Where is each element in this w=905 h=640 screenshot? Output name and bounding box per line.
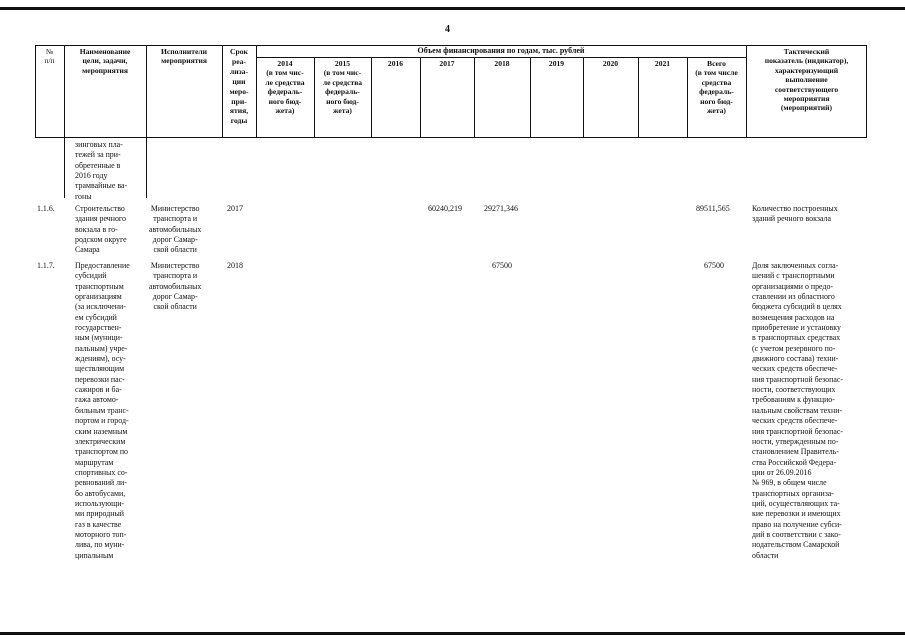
bottom-rule bbox=[0, 632, 905, 635]
header-2020: 2020 bbox=[602, 59, 619, 68]
header-2016: 2016 bbox=[387, 59, 404, 68]
top-rule bbox=[0, 7, 905, 10]
header-indicator: Тактический показатель (индикатор), характеризующий выполнение соответствующего мероприятия (мероприятий) bbox=[764, 47, 849, 113]
row-num: 1.1.6. bbox=[37, 204, 55, 213]
row-name: Предоставление субсидий транспортным организациям (за исключени- ем субсидий государствен- ным (муници- пальным) учре- ждениям), осу- ществляющим перевозки пас- сажиров и ба- гажа автомо- бильным транс- портом и город- ским наземным электрическим транспортом по маршрутам спортивных со- ревнований ли- бо автобусами, использующи- ми природный газ в качестве моторного топ- лива, по муни- ципальным bbox=[75, 261, 130, 560]
year-divider bbox=[371, 57, 372, 138]
header-funding: Объем финансирования по годам, тыс. рублей bbox=[417, 46, 585, 55]
continuation-name: зинговых пла- тежей за при- обретенные в 2016 году трамвайные ва- гоны bbox=[75, 140, 128, 201]
header-2015: 2015 (в том чис- ле средства федераль- ного бюд- жета) bbox=[322, 59, 363, 116]
header-2017: 2017 bbox=[439, 59, 455, 68]
header-2019: 2019 bbox=[548, 59, 565, 68]
page-number: 4 bbox=[445, 24, 450, 35]
year-divider bbox=[530, 57, 531, 138]
row-total: 89511,565 bbox=[696, 204, 730, 213]
row-executors: Министерство транспорта и автомобильных дорог Самар- ской области bbox=[149, 261, 202, 312]
row-name: Строительство здания речного вокзала в го- родском округе Самара bbox=[75, 204, 127, 255]
row-value-2018: 67500 bbox=[492, 261, 512, 270]
year-divider bbox=[583, 57, 584, 138]
row-total: 67500 bbox=[704, 261, 724, 270]
header-term: Срок реа- лиза- ции меро- при- ятия, годы bbox=[229, 47, 249, 126]
row-num: 1.1.7. bbox=[37, 261, 55, 270]
header-total: Всего (в том числе средства федераль- ного бюд- жета) bbox=[695, 59, 738, 116]
header-2018: 2018 bbox=[494, 59, 510, 68]
header-executors: Исполнители мероприятия bbox=[160, 47, 208, 66]
row-value-2018: 29271,346 bbox=[484, 204, 518, 213]
row-executors: Министерство транспорта и автомобильных дорог Самар- ской области bbox=[149, 204, 202, 255]
row-value-2017: 60240,219 bbox=[428, 204, 462, 213]
header-num: № п/п bbox=[44, 47, 55, 66]
year-divider bbox=[474, 57, 475, 138]
row-term: 2018 bbox=[227, 261, 243, 270]
body-divider bbox=[146, 138, 147, 198]
row-indicator: Количество построенных зданий речного вокзала bbox=[752, 204, 838, 224]
header-2021: 2021 bbox=[654, 59, 671, 68]
header-2014: 2014 (в том чис- ле средства федераль- ного бюд- жета) bbox=[265, 59, 305, 116]
row-term: 2017 bbox=[227, 204, 243, 213]
year-divider bbox=[420, 57, 421, 138]
header-subline bbox=[256, 57, 746, 58]
body-divider bbox=[64, 138, 65, 198]
row-indicator: Доля заключенных согла- шений с транспортными организациями о предо- ставлении из областного бюджета субсидий в целях возмещения расходов на приобретение и установку в транспортных средствах (с учетом резервного по- движного состава) техни- ческих средств обеспече- ния транспортной безопас- ности, соответствующих требованиям к функцио- нальным свойствам техни- ческих средств обеспече- ния транспортной безопас- ности, утвержденным по- становлением Правитель- ства Российской Федера- ции от 26.09.2016 № 969, в общем числе транспортных организа- ций, осуществляющих та- кие перевозки и имеющих право на получение субси- дий в соответствии с зако- нодательством Самарской области bbox=[752, 261, 843, 560]
year-divider bbox=[638, 57, 639, 138]
header-name: Наименование цели, задачи, мероприятия bbox=[79, 47, 131, 75]
